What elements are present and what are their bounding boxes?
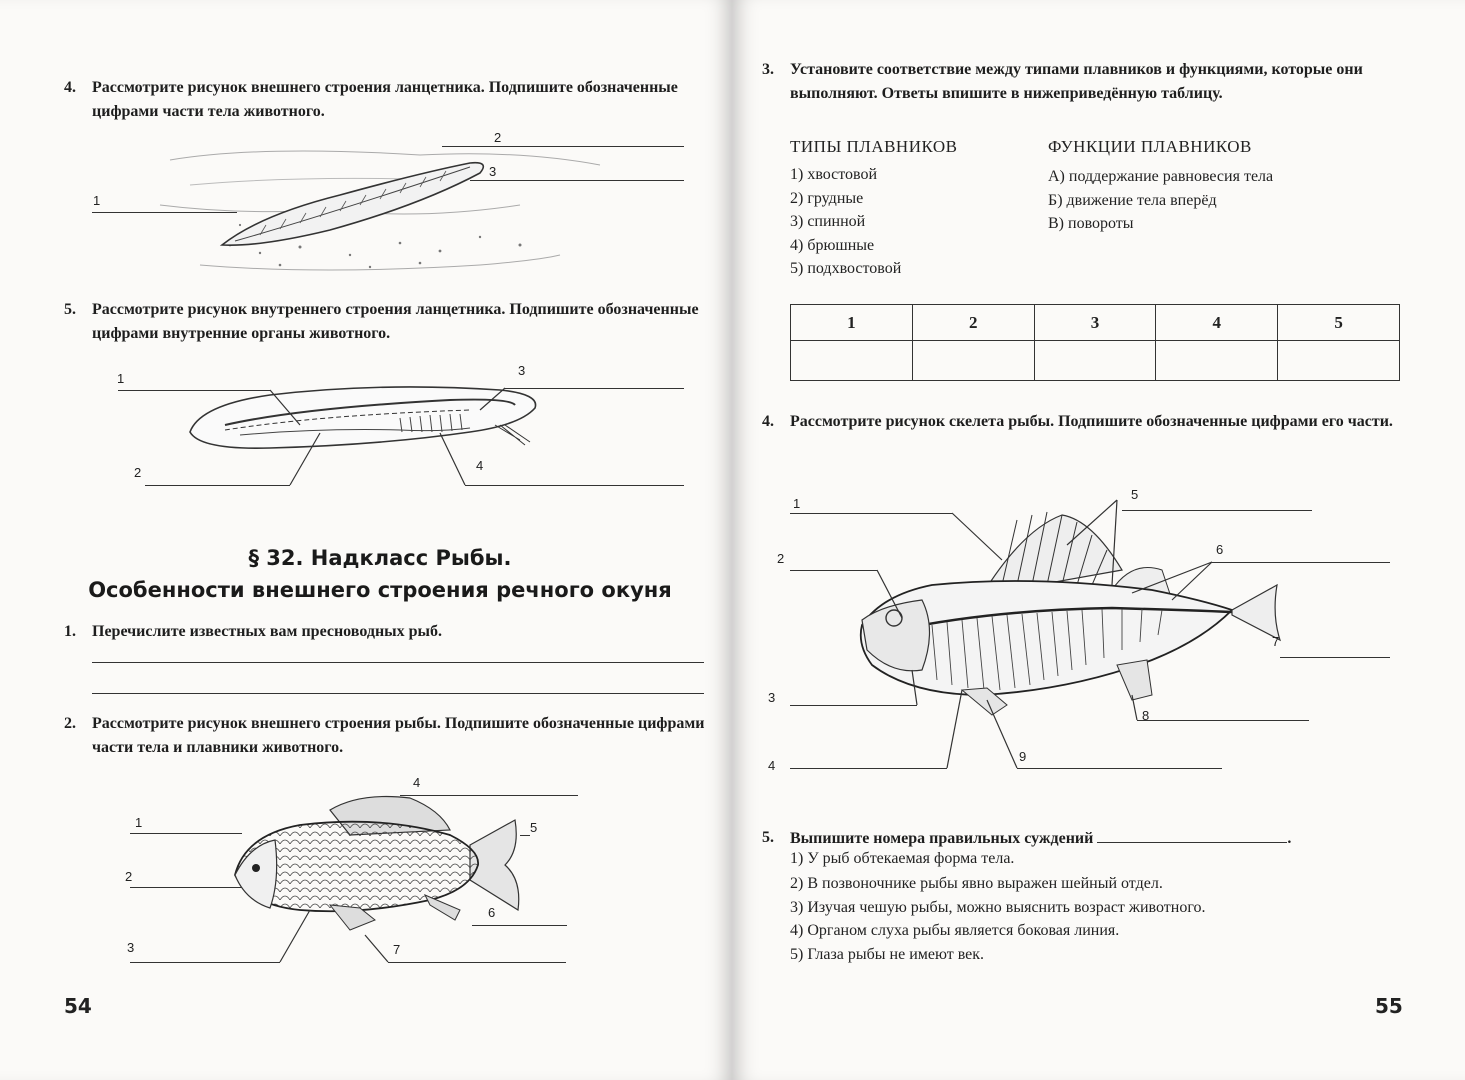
answer-line (1280, 657, 1390, 658)
answer-line (470, 180, 684, 181)
answer-line (1122, 510, 1312, 511)
table-answer-cell[interactable] (791, 341, 913, 381)
label-number: 7 (393, 942, 401, 957)
answer-line (400, 795, 578, 796)
label-number: 7 (1272, 634, 1280, 649)
label-number: 3 (489, 164, 497, 179)
label-number: 9 (1019, 749, 1027, 764)
statement-item: 3) Изучая чешую рыбы, можно выяснить возраст животного. (790, 899, 1206, 916)
question-text: Рассмотрите рисунок скелета рыбы. Подпишите обозначенные цифрами его части. (790, 413, 1393, 430)
answer-line (520, 835, 530, 836)
answer-line (790, 513, 952, 514)
true-statements-question (762, 826, 1430, 851)
answer-line (1017, 768, 1222, 769)
fin-type-item: 1) хвостовой (790, 166, 878, 183)
fins-matching-question (762, 58, 1430, 106)
table-header-cell: 5 (1278, 305, 1400, 341)
answer-line (442, 146, 684, 147)
fin-type-item: 3) спинной (790, 213, 866, 230)
question-text: Перечислите известных вам пресноводных рыб. (92, 623, 443, 640)
answer-line (92, 662, 704, 663)
section-subtitle: Особенности внешнего строения речного окуня (88, 578, 672, 602)
question-text: Рассмотрите рисунок внешнего строения ланцетника. Подпишите обозначенные цифрами части тела животного. (92, 79, 678, 120)
question-number: 3. (762, 61, 774, 78)
section-title: § 32. Надкласс Рыбы. (248, 546, 512, 570)
statement-item: 5) Глаза рыбы не имеют век. (790, 946, 985, 963)
fin-type-item: 2) грудные (790, 190, 864, 207)
label-number: 3 (518, 363, 526, 378)
leader-line (0, 880, 732, 980)
table-header-cell: 1 (791, 305, 913, 341)
label-number: 8 (1142, 708, 1150, 723)
question-number: 4. (762, 413, 774, 430)
table-header-cell: 3 (1034, 305, 1156, 341)
freshwater-fish-question (64, 620, 707, 644)
fin-function-item: Б) движение тела вперёд (1048, 192, 1217, 209)
fin-types-title: ТИПЫ ПЛАВНИКОВ (790, 137, 958, 156)
answer-line (505, 388, 684, 389)
fish-skeleton-drawing (732, 490, 1465, 790)
fin-function-item: В) повороты (1048, 215, 1134, 232)
label-number: 4 (476, 458, 484, 473)
statement-item: 4) Органом слуха рыбы является боковая линия. (790, 922, 1120, 939)
table-answer-cell[interactable] (1278, 341, 1400, 381)
answer-line (790, 570, 877, 571)
answer-line (92, 212, 237, 213)
label-number: 1 (135, 815, 143, 830)
right-page (732, 0, 1465, 1080)
lancelet-internal-question (64, 298, 707, 346)
lancelet-external-question (64, 76, 707, 124)
question-text: Выпишите номера правильных суждений (790, 830, 1094, 847)
table-answer-cell[interactable] (912, 341, 1034, 381)
label-number: 2 (777, 551, 785, 566)
fish-external-question (64, 712, 707, 760)
label-number: 3 (768, 690, 776, 705)
label-number: 5 (530, 820, 538, 835)
fin-type-item: 5) подхвостовой (790, 260, 902, 277)
page-number-right: 55 (1375, 994, 1403, 1018)
question-number: 5. (762, 829, 774, 846)
statement-item: 1) У рыб обтекаемая форма тела. (790, 850, 1015, 867)
answer-line (1212, 562, 1390, 563)
question-text: Рассмотрите рисунок внешнего строения рыбы. Подпишите обозначенные цифрами части тела и плавники животного. (92, 715, 705, 756)
question-text: Рассмотрите рисунок внутреннего строения ланцетника. Подпишите обозначенные цифрами внутренние органы животного. (92, 301, 699, 342)
label-number: 3 (127, 940, 135, 955)
label-number: 1 (793, 496, 801, 511)
question-number: 2. (64, 715, 76, 732)
label-number: 1 (117, 371, 125, 386)
table-header-cell: 4 (1156, 305, 1278, 341)
table-answer-cell[interactable] (1034, 341, 1156, 381)
label-number: 2 (134, 465, 142, 480)
page-number-left: 54 (64, 994, 92, 1018)
label-number: 6 (1216, 542, 1224, 557)
leader-line (0, 430, 732, 490)
label-number: 2 (494, 130, 502, 145)
answer-blank[interactable] (1097, 826, 1287, 843)
label-number: 2 (125, 869, 133, 884)
answer-table (790, 304, 1400, 381)
fin-functions-title: ФУНКЦИИ ПЛАВНИКОВ (1048, 137, 1252, 156)
label-number: 4 (413, 775, 421, 790)
label-number: 4 (768, 758, 776, 773)
fish-skeleton-question (762, 410, 1430, 434)
label-number: 1 (93, 193, 101, 208)
answer-line (465, 485, 684, 486)
question-end: . (1287, 830, 1292, 847)
lancelet-external-drawing (0, 125, 732, 405)
label-number: 5 (1131, 487, 1139, 502)
answer-line (1137, 720, 1309, 721)
answer-line (790, 705, 917, 706)
label-number: 6 (488, 905, 496, 920)
question-number: 5. (64, 301, 76, 318)
answer-line (130, 833, 242, 834)
fin-function-item: А) поддержание равновесия тела (1048, 168, 1274, 185)
table-header-cell: 2 (912, 305, 1034, 341)
fin-type-item: 4) брюшные (790, 237, 875, 254)
left-page (0, 0, 732, 1080)
table-answer-cell[interactable] (1156, 341, 1278, 381)
statement-item: 2) В позвоночнике рыбы явно выражен шейный отдел. (790, 875, 1163, 892)
question-number: 4. (64, 79, 76, 96)
answer-line (790, 768, 947, 769)
question-number: 1. (64, 623, 76, 640)
question-text: Установите соответствие между типами плавников и функциями, которые они выполняют. Ответы впишите в нижеприведённую таблицу. (790, 61, 1363, 102)
answer-line (92, 693, 704, 694)
answer-line (145, 485, 290, 486)
